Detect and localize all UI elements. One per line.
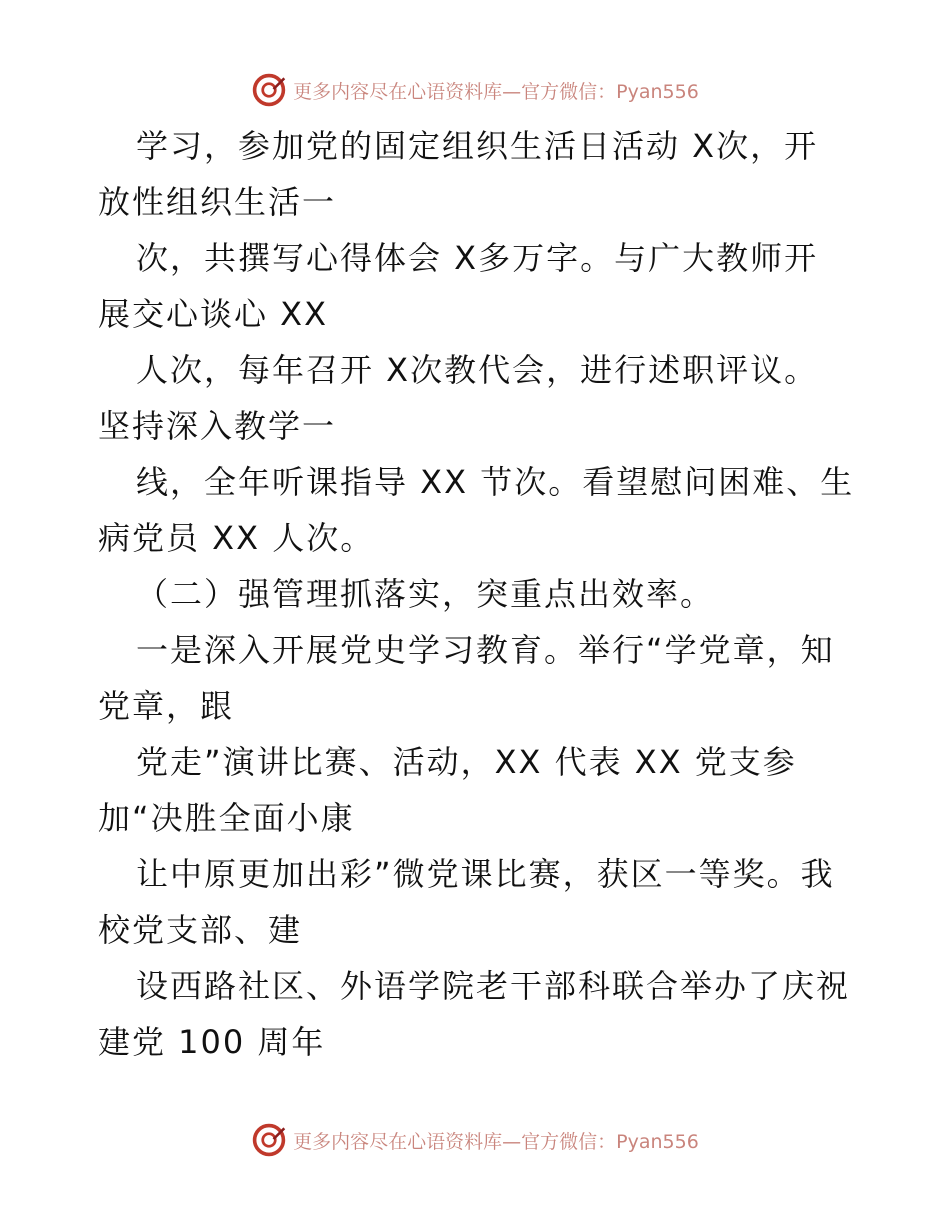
text-line: 设西路社区、外语学院老干部科联合举办了庆祝	[136, 967, 851, 1005]
text-line: 学习，参加党的固定组织生活日活动 X次，开	[136, 127, 819, 165]
document-body	[98, 118, 858, 1070]
watermark-text: 更多内容尽在心语资料库—官方微信：Pyan556	[293, 1130, 699, 1153]
section-heading: （二）强管理抓落实，突重点出效率。	[136, 575, 715, 613]
text-line: 加“决胜全面小康	[98, 799, 355, 837]
watermark-header	[0, 70, 950, 110]
text-line: 一是深入开展党史学习教育。举行“学党章，知	[136, 631, 835, 669]
text-line: 病党员 XX 人次。	[98, 519, 375, 557]
text-line: 人次，每年召开 X次教代会，进行述职评议。	[136, 351, 819, 389]
text-line: 展交心谈心 XX	[98, 295, 329, 333]
text-line: 放性组织生活一	[98, 183, 337, 221]
watermark-text: 更多内容尽在心语资料库—官方微信：Pyan556	[293, 80, 699, 103]
text-line: 党走”演讲比赛、活动，XX 代表 XX 党支参	[136, 743, 797, 781]
logo-icon	[251, 1122, 287, 1158]
text-line: 线，全年听课指导 XX 节次。看望慰问困难、生	[136, 463, 855, 501]
text-line: 党章，跟	[98, 687, 235, 725]
text-line: 次，共撰写心得体会 X多万字。与广大教师开	[136, 239, 819, 277]
text-line: 坚持深入教学一	[98, 407, 337, 445]
watermark-footer	[0, 1120, 950, 1160]
text-line: 建党 100 周年	[98, 1023, 326, 1061]
text-line: 让中原更加出彩”微党课比赛，获区一等奖。我	[136, 855, 835, 893]
logo-icon	[251, 72, 287, 108]
text-line: 校党支部、建	[98, 911, 303, 949]
